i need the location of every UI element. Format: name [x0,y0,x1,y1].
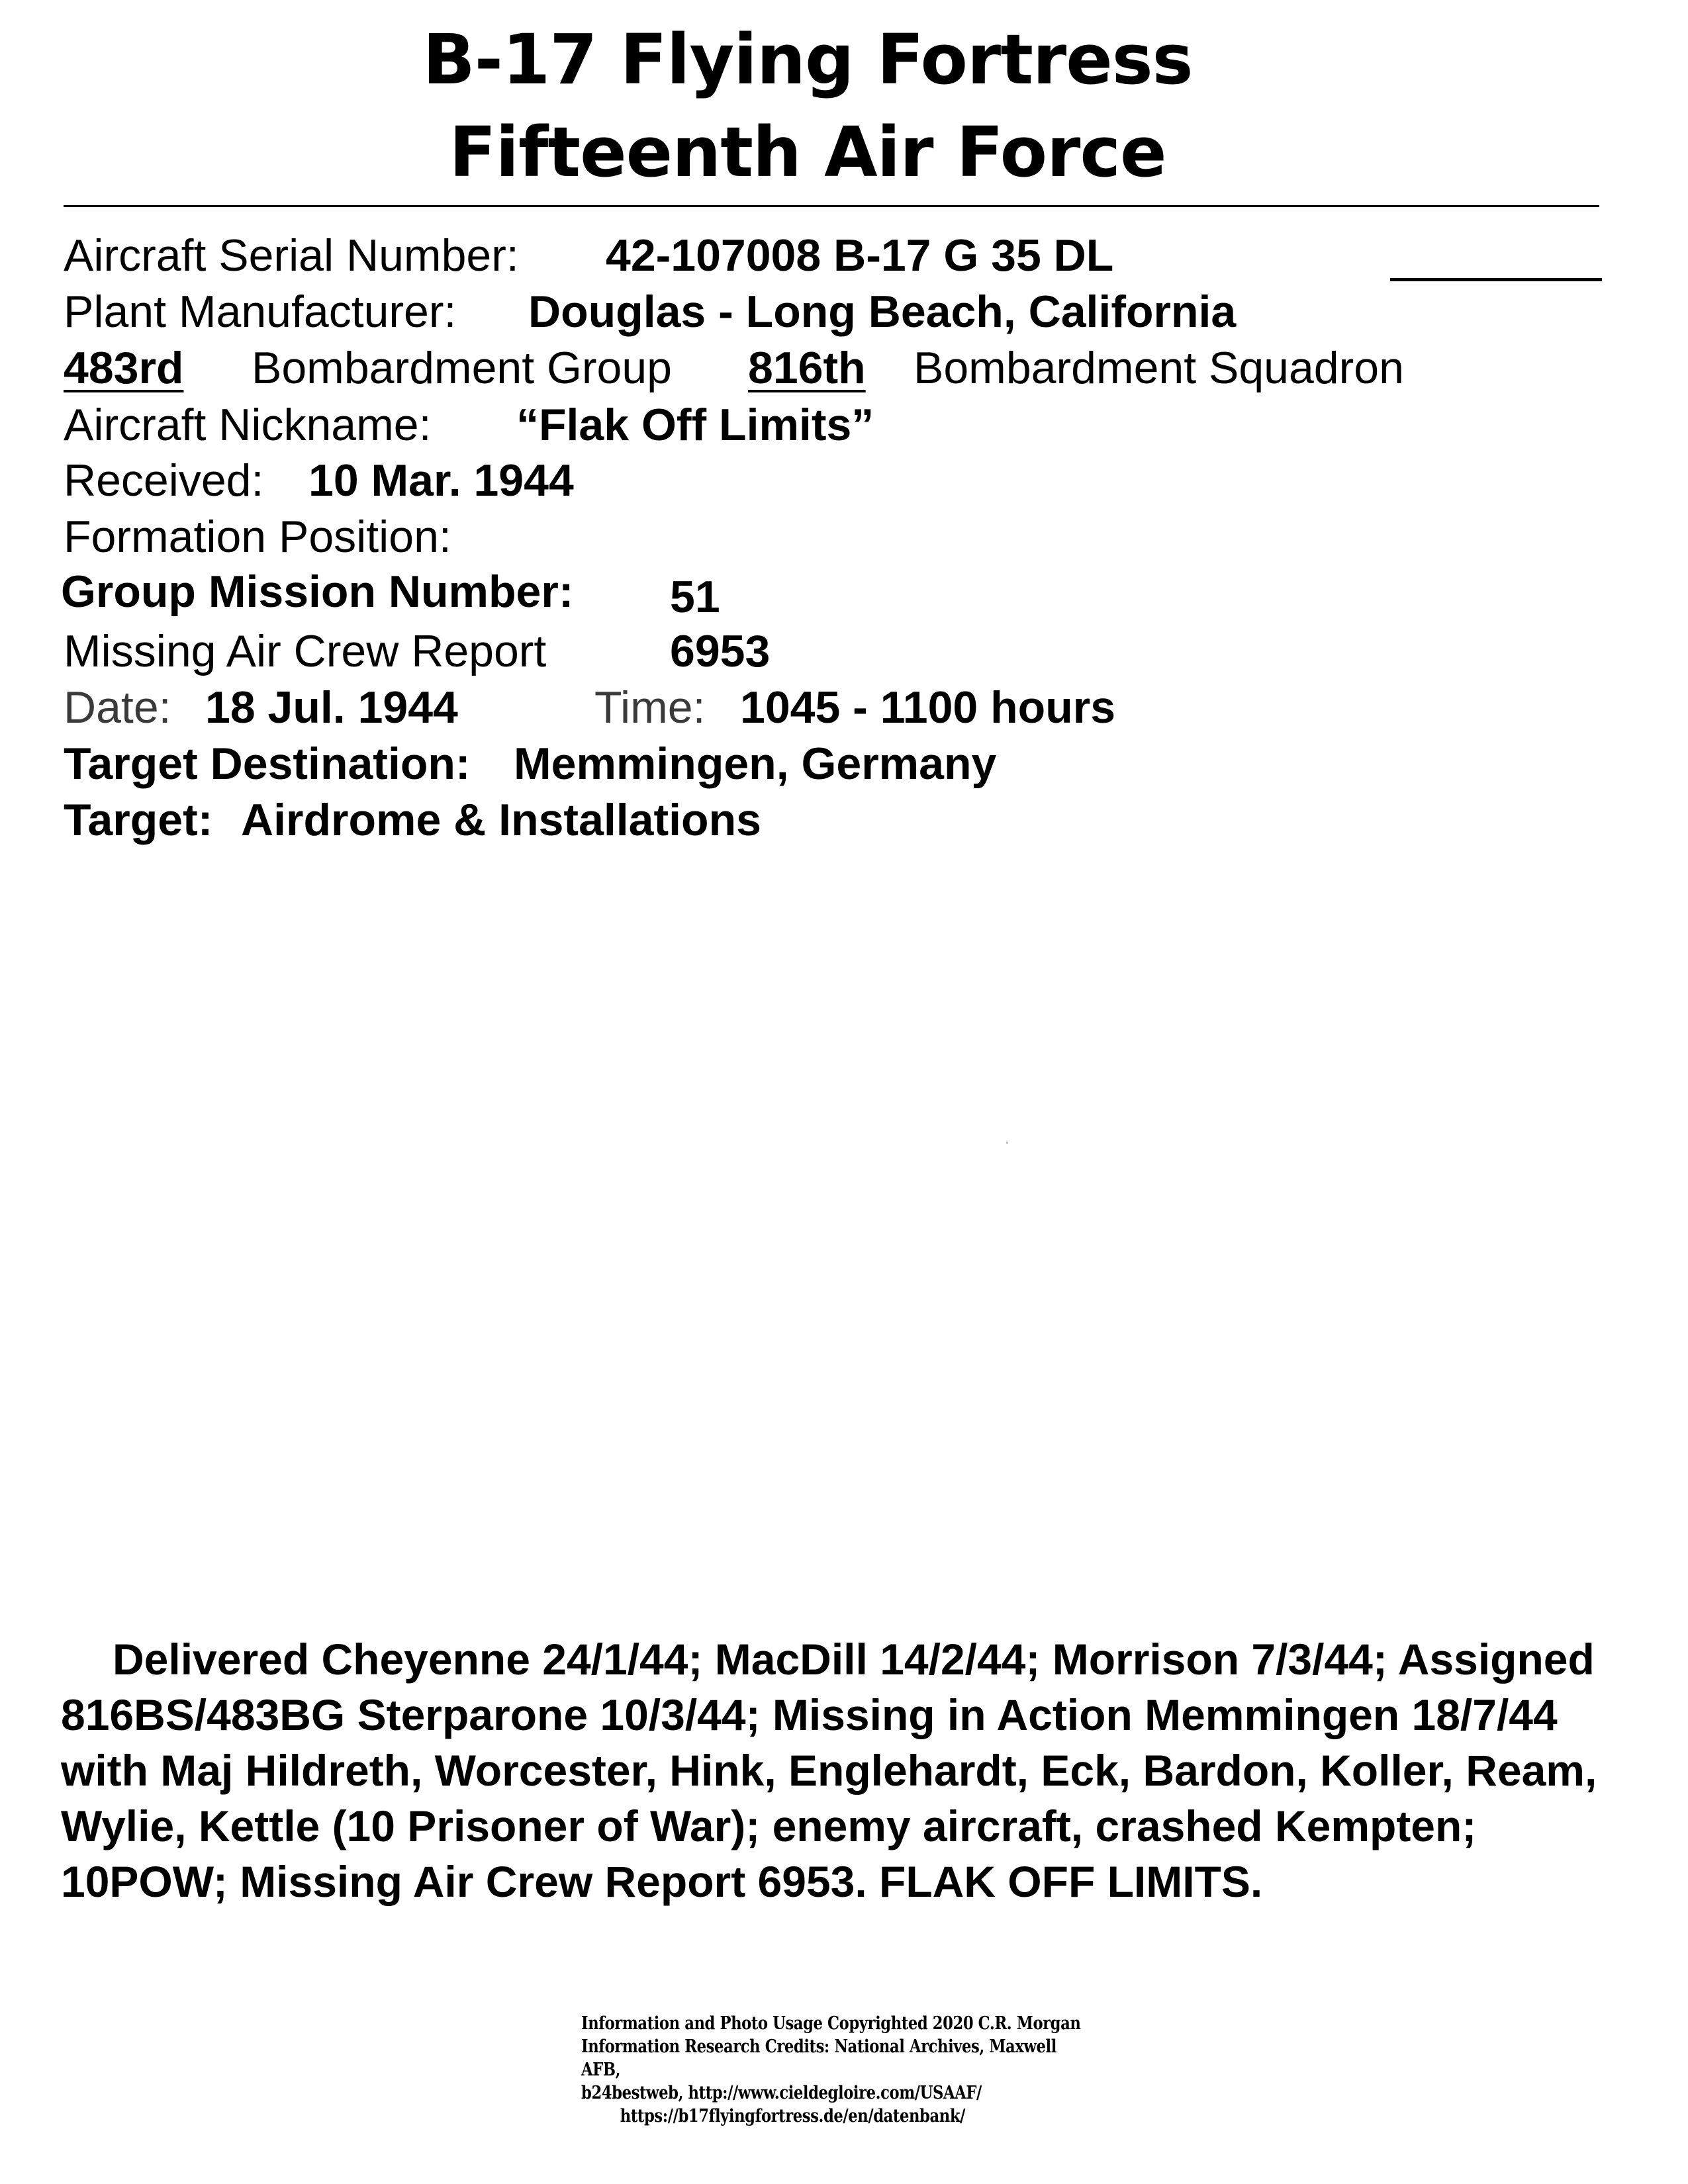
aircraft-history-narrative [61,1631,1650,1909]
time-value: 1045 - 1100 hours [740,682,1116,733]
credits-line-3: b24bestweb, http://www.cieldegloire.com/USAAF/ [581,2083,982,2103]
manufacturer-value: Douglas - Long Beach, California [528,287,1237,337]
nickname-value: “Flak Off Limits” [516,400,874,450]
serial-label: Aircraft Serial Number: [64,230,519,281]
received-label: Received: [64,455,264,506]
time-label: Time: [594,682,706,733]
title-line-2: Fifteenth Air Force [449,112,1166,193]
target-value: Airdrome & Installations [241,795,761,845]
group-value: 483rd [64,343,184,393]
header-rule [64,205,1599,207]
destination-label: Target Destination: [64,739,471,789]
destination-value: Memmingen, Germany [514,739,997,789]
received-value: 10 Mar. 1944 [308,455,574,506]
target-label: Target: [64,795,213,845]
macr-label: Missing Air Crew Report [64,626,547,676]
narrative-text: Delivered Cheyenne 24/1/44; MacDill 14/2/44; Morrison 7/3/44; Assigned 816BS/483BG Sterparone 10/3/44; Missing in Action Memmingen 18/7/44 with Maj Hildreth, Worcester, Hink, Englehardt, Eck, Bardon, Koller, Ream, Wylie, Kettle (10 Prisoner of War); enemy aircraft, crashed Kempten; 10POW; Missing Air Crew Report 6953. FLAK OFF LIMITS. [61,1635,1597,1906]
date-value: 18 Jul. 1944 [205,682,458,733]
date-label: Date: [64,682,171,733]
group-label: Bombardment Group [252,343,672,393]
mission-label: Group Mission Number: [61,567,574,617]
macr-value: 6953 [670,626,771,676]
formation-label: Formation Position: [64,512,451,562]
nickname-label: Aircraft Nickname: [64,400,432,450]
credits-line-1: Information and Photo Usage Copyrighted 2020 C.R. Morgan [581,2013,1081,2034]
credits-line-4: https://b17flyingfortress.de/en/datenbank/ [620,2106,965,2126]
serial-blank-line [1390,278,1602,281]
credits-line-2: Information Research Credits: National Archives, Maxwell AFB, [581,2036,1056,2080]
squadron-label: Bombardment Squadron [914,343,1404,393]
stray-dot [1006,1142,1008,1144]
mission-value: 51 [670,572,720,622]
credits-block [581,2012,1082,2128]
title-line-1: B-17 Flying Fortress [422,19,1193,100]
serial-value: 42-107008 B-17 G 35 DL [606,230,1114,281]
manufacturer-label: Plant Manufacturer: [64,287,457,337]
squadron-value: 816th [748,343,866,393]
